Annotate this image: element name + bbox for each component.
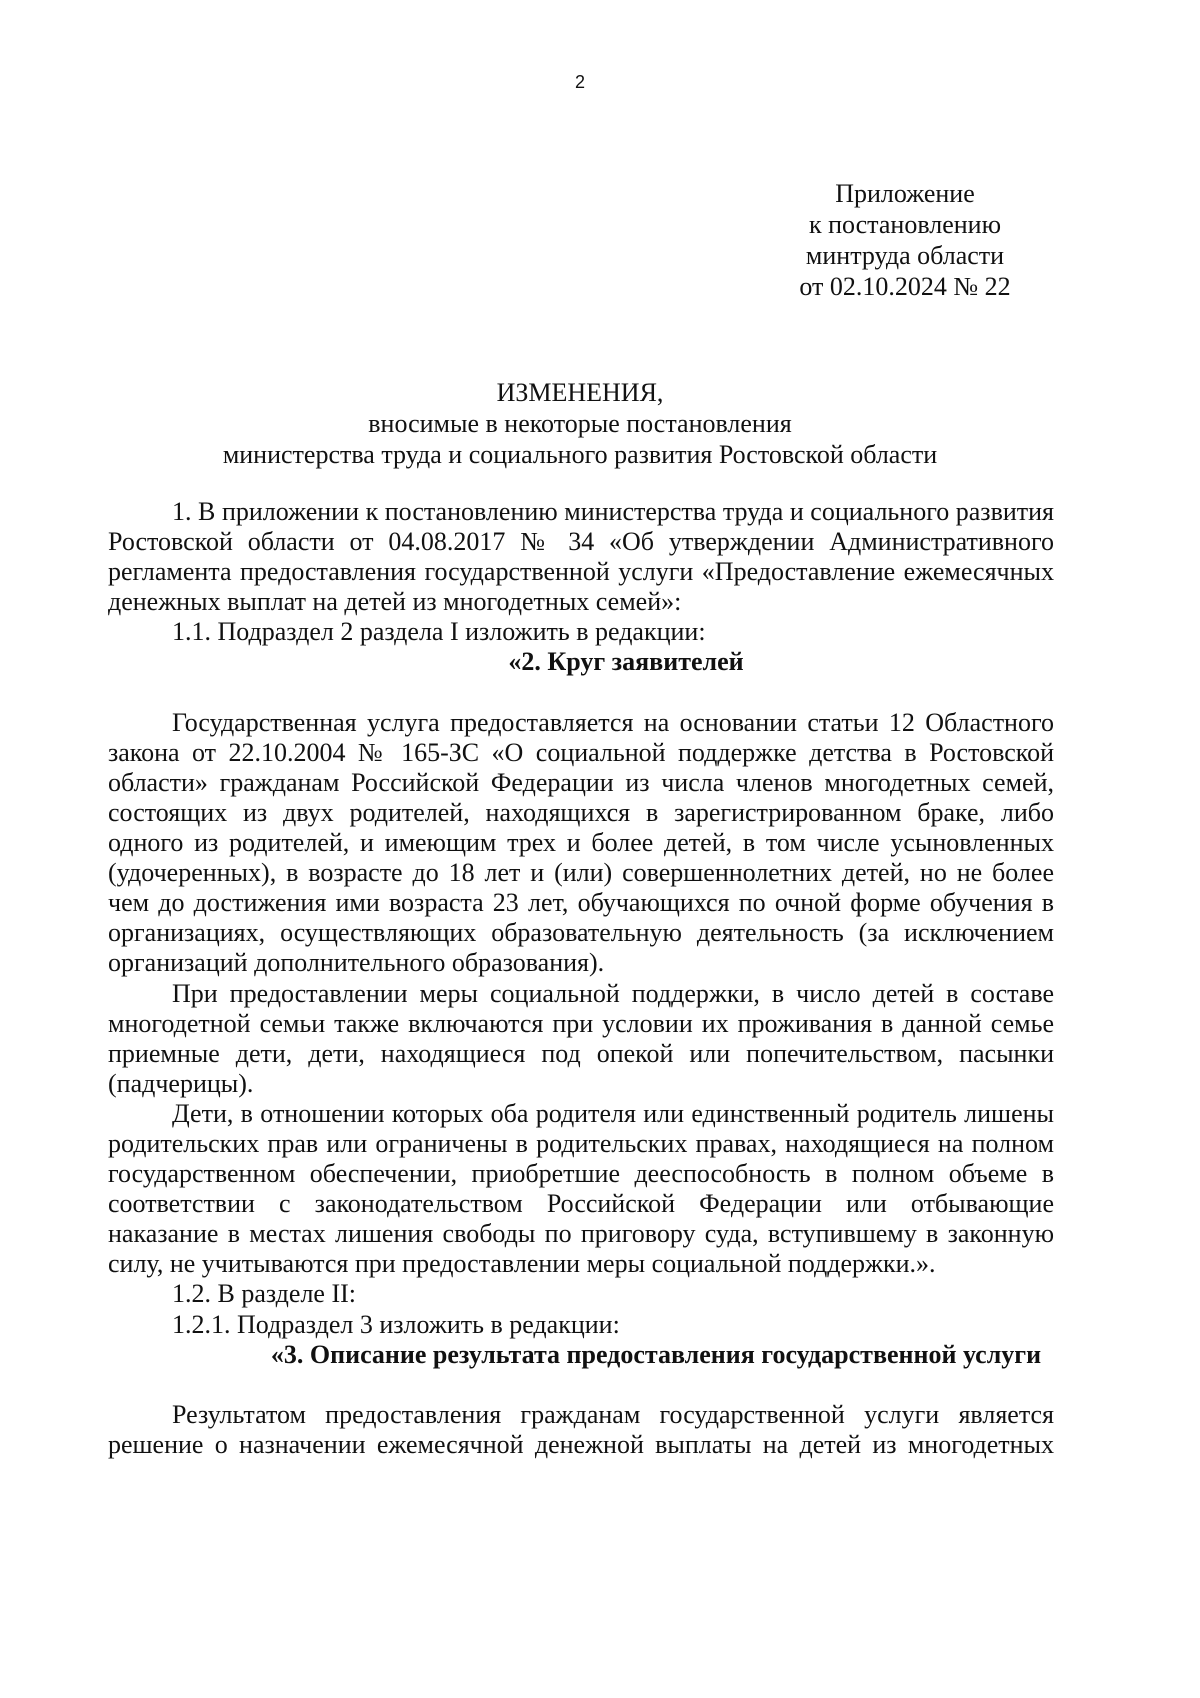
appendix-line: к постановлению <box>808 210 1002 239</box>
title-subtitle: вносимые в некоторые постановления <box>368 409 792 438</box>
paragraph: 1.1. Подраздел 2 раздела I изложить в редакции: <box>172 617 706 647</box>
page-number: 2 <box>574 72 585 92</box>
document-title <box>108 377 1052 470</box>
spacer <box>108 678 1054 708</box>
title-main: ИЗМЕНЕНИЯ, <box>496 378 664 407</box>
paragraph: Результатом предоставления гражданам государственной услуги является решение о назначении ежемесячной денежной выплаты на детей из многодетных <box>108 1399 1054 1459</box>
title-subtitle: министерства труда и социального развития Ростовской области <box>222 440 938 469</box>
paragraph: При предоставлении меры социальной поддержки, в число детей в составе многодетной семьи также включаются при условии их проживания в данной семье приемные дети, дети, находящиеся под опекой или попечительством, пасынки (падчерицы). <box>108 978 1054 1098</box>
appendix-line: Приложение <box>835 179 975 208</box>
paragraph: 1.2. В разделе II: <box>172 1279 357 1309</box>
appendix-block <box>760 178 1050 302</box>
appendix-line: минтруда области <box>805 241 1005 270</box>
paragraph: 1. В приложении к постановлению министерства труда и социального развития Ростовской области от 04.08.2017 № 34 «Об утверждении Административного регламента предоставления государственной услуги «Предоставление ежемесячных денежных выплат на детей из многодетных семей»: <box>108 497 1054 617</box>
section-heading: «2. Круг заявителей <box>508 647 744 677</box>
paragraph: Дети, в отношении которых оба родителя или единственный родитель лишены родительских прав или ограничены в родительских правах, находящиеся на полном государственном обеспечении, приобретшие дееспособность в полном объеме в соответствии с законодательством Российской Федерации или отбывающие наказание в местах лишения свободы по приговору суда, вступившему в законную силу, не учитываются при предоставлении меры социальной поддержки.». <box>108 1098 1054 1279</box>
paragraph: 1.2.1. Подраздел 3 изложить в редакции: <box>172 1309 620 1339</box>
document-body <box>108 497 1054 1460</box>
spacer <box>108 1370 1054 1400</box>
appendix-line: от 02.10.2024 № 22 <box>799 272 1011 301</box>
paragraph: Государственная услуга предоставляется на основании статьи 12 Областного закона от 22.10.2004 № 165-ЗС «О социальной поддержке детства в Ростовской области» гражданам Российской Федерации из числа членов многодетных семей, состоящих из двух родителей, находящихся в зарегистрированном браке, либо одного из родителей, и имеющим трех и более детей, в том числе усыновленных (удочеренных), в возрасте до 18 лет и (или) совершеннолетних детей, но не более чем до достижения ими возраста 23 лет, обучающихся по очной форме обучения в организациях, осуществляющих образовательную деятельность (за исключением организаций дополнительного образования). <box>108 707 1054 978</box>
section-heading: «3. Описание результата предоставления государственной услуги <box>270 1339 1042 1369</box>
